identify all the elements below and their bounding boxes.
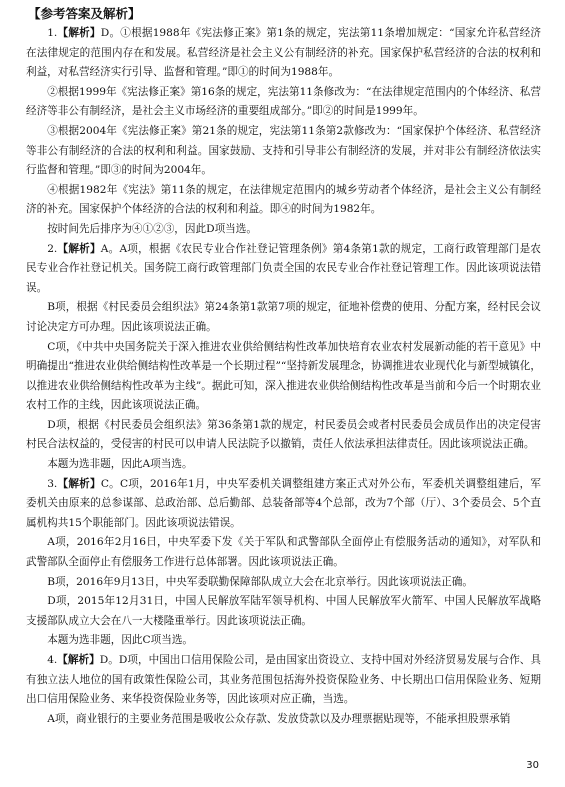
question-number: 3. xyxy=(47,477,58,490)
answer-paragraph xyxy=(26,475,541,534)
answer-paragraph xyxy=(26,455,541,475)
paragraph-text: ②根据1999年《宪法修正案》第16条的规定，宪法第11条修改为：“在法律规定范围内的个体经济、私营经济等非公有制经济，是社会主义市场经济的重要组成部分。”即②的时间是1999年。 xyxy=(26,85,541,118)
answer-paragraph xyxy=(26,533,541,572)
paragraph-text: A。A项，根据《农民专业合作社登记管理条例》第4条第1款的规定，工商行政管理部门是农民专业合作社登记机关。国务院工商行政管理部门负责全国的农民专业合作社登记管理工作。因此该项说法错误。 xyxy=(26,242,542,294)
paragraph-text: A项，2016年2月16日，中央军委下发《关于军队和武警部队全面停止有偿服务活动的通知》，对军队和武警部队全面停止有偿服务工作进行总体部署。因此该项说法正确。 xyxy=(26,536,541,569)
answers-heading: 【参考答案及解析】 xyxy=(28,6,141,21)
paragraph-text: B项，根据《村民委员会组织法》第24条第1款第7项的规定，征地补偿费的使用、分配方案，经村民会议讨论决定方可办理。因此该项说法正确。 xyxy=(26,301,541,333)
answer-paragraph xyxy=(26,122,541,181)
paragraph-text: D项，2015年12月31日，中国人民解放军陆军领导机构、中国人民解放军火箭军、中国人民解放军战略支援部队成立大会在八一大楼隆重举行。因此该项说法正确。 xyxy=(26,595,541,627)
answer-paragraph xyxy=(26,220,541,240)
analysis-label: 【解析】 xyxy=(57,242,101,255)
answers-body xyxy=(26,24,541,729)
answer-paragraph xyxy=(26,573,541,593)
answer-paragraph xyxy=(26,240,541,299)
answer-paragraph xyxy=(26,298,541,337)
paragraph-text: 本题为选非题，因此A项当选。 xyxy=(47,458,193,471)
paragraph-text: A项，商业银行的主要业务范围是吸收公众存款、发放贷款以及办理票据贴现等，不能承担股票承销 xyxy=(47,712,511,725)
answer-paragraph xyxy=(26,83,541,122)
paragraph-text: 按时间先后排序为④①②③，因此D项当选。 xyxy=(47,222,257,235)
answer-paragraph xyxy=(26,631,541,651)
question-number: 1. xyxy=(47,27,58,39)
answer-paragraph xyxy=(26,651,541,710)
paragraph-text: D项，根据《村民委员会组织法》第36条第1款的规定，村民委员会或者村民委员会成员作出的决定侵害村民合法权益的，受侵害的村民可以申请人民法院予以撤销，责任人依法承担法律责任。因此该项说法正确。 xyxy=(26,418,541,451)
answer-paragraph xyxy=(26,338,541,416)
question-number: 4. xyxy=(47,654,58,666)
answer-paragraph xyxy=(26,24,541,83)
paragraph-text: ④根据1982年《宪法》第11条的规定，在法律规定范围内的城乡劳动者个体经济，是社会主义公有制经济的补充。国家保护个体经济的合法的权利和利益。即④的时间为1982年。 xyxy=(26,183,541,216)
paragraph-text: B项，2016年9月13日，中央军委联勤保障部队成立大会在北京举行。因此该项说法正确。 xyxy=(47,575,473,588)
answer-paragraph xyxy=(26,181,541,220)
analysis-label: 【解析】 xyxy=(57,477,101,490)
analysis-label: 【解析】 xyxy=(57,654,100,666)
paragraph-text: D。①根据1988年《宪法修正案》第1条的规定，宪法第11条增加规定：“国家允许私营经济在法律规定的范围内存在和发展。私营经济是社会主义公有制经济的补充。国家保护私营经济的合法的权利和利益，对私营经济实行引导、监督和管理。”即①的时间为1988年。 xyxy=(26,27,541,79)
page-number: 30 xyxy=(526,760,539,771)
answer-paragraph xyxy=(26,416,541,455)
answer-paragraph xyxy=(26,592,541,631)
paragraph-text: D。D项，中国出口信用保险公司，是由国家出资设立、支持中国对外经济贸易发展与合作、具有独立法人地位的国有政策性保险公司，其业务范围包括海外投资保险业务、中长期出口信用保险业务、短期出口信用保险业务、来华投资保险业务等，因此该项对应正确，当选。 xyxy=(26,654,542,706)
question-number: 2. xyxy=(47,242,58,255)
answer-paragraph xyxy=(26,710,541,730)
paragraph-text: 本题为选非题，因此C项当选。 xyxy=(47,634,194,647)
analysis-label: 【解析】 xyxy=(57,27,101,39)
paragraph-text: ③根据2004年《宪法修正案》第21条的规定，宪法第11条第2款修改为：“国家保护个体经济、私营经济等非公有制经济的合法的权利和利益。国家鼓励、支持和引导非公有制经济的发展，并对非公有制经济依法实行监督和管理。”即③的时间为2004年。 xyxy=(26,124,541,177)
paragraph-text: C。C项，2016年1月，中央军委机关调整组建方案正式对外公布，军委机关调整组建后，军委机关由原来的总参谋部、总政治部、总后勤部、总装备部等4个总部，改为7个部（厅）、3个委员会、5个直属机构共15个职能部门。因此该项说法错误。 xyxy=(26,477,541,529)
paragraph-text: C项，《中共中央国务院关于深入推进农业供给侧结构性改革加快培育农业农村发展新动能的若干意见》中明确提出“推进农业供给侧结构性改革是一个长期过程”“坚持新发展理念，协调推进农业现代化与新型城镇化，以推进农业供给侧结构性改革为主线”。据此可知，深入推进农业供给侧结构性改革是当前和今后一个时期农业农村工作的主线，因此该项说法正确。 xyxy=(26,340,541,412)
